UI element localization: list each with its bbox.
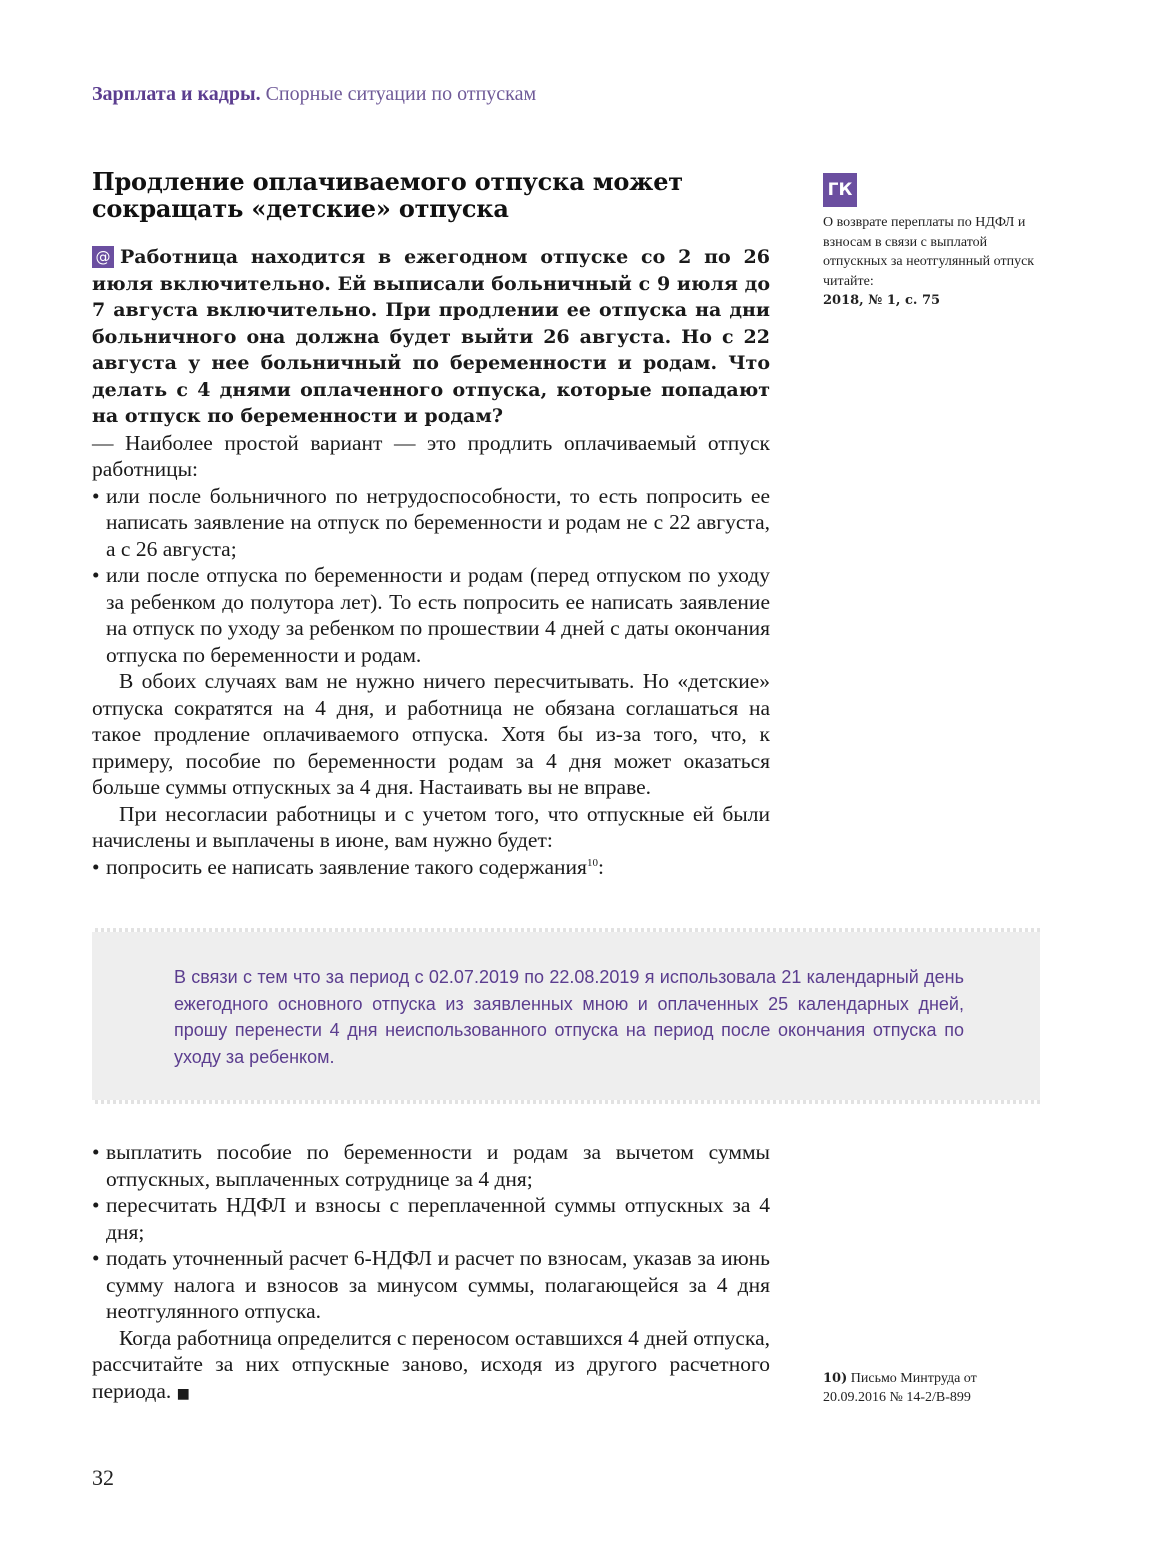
paragraph: В обоих случаях вам не нужно ничего пересчитывать. Но «детские» отпуска сократятся на 4 дня, и работница не обязана соглашаться на такое продление оплачиваемого отпуска. Хотя бы из-за того, что, к примеру, пособие по беременности родам за 4 дня может оказаться больше суммы отпускных за 4 дня. Настаивать вы не вправе.	[92, 669, 770, 799]
final-paragraph-text: Когда работница определится с переносом оставшихся 4 дней отпуска, рассчитайте за них отпускные заново, исходя из другого расчетного периода.	[92, 1325, 770, 1403]
question-text: Работница находится в ежегодном отпуске со 2 по 26 июля включительно. Ей выписали больничный с 9 июля до 7 августа включительно. При продлении ее отпуска на дни больничного она должна будет выйти 26 августа. Но с 22 августа у нее больничный по беременности и родам. Что делать с 4 днями оплаченного отпуска, которые попадают на отпуск по беременности и родам?	[92, 246, 770, 427]
at-icon: @	[92, 246, 114, 268]
footnote	[823, 1369, 1043, 1407]
article-title: Продление оплачиваемого отпуска может сокращать «детские» отпуска	[92, 167, 683, 223]
perforated-edge-top	[92, 928, 1040, 932]
sidebar-reference: 2018, № 1, с. 75	[823, 293, 941, 308]
magazine-logo-icon: ГК	[823, 173, 857, 207]
list-item: • подать уточненный расчет 6-НДФЛ и расчет по взносам, указав за июнь сумму налога и взносов за минусом суммы, полагающейся за 4 дня неотгулянного отпуска.	[92, 1245, 770, 1325]
list-item-text: попросить ее написать заявление такого содержания	[106, 854, 587, 879]
paragraph: При несогласии работницы и с учетом того, что отпускные ей были начислены и выплачены в июне, вам нужно будет:	[92, 801, 770, 852]
end-of-article-icon: ■	[176, 1385, 190, 1402]
header-section: Зарплата и кадры.	[92, 83, 261, 105]
list-item: • или после больничного по нетрудоспособности, то есть попросить ее написать заявление на отпуск по беременности и родам не с 22 августа, а с 26 августа;	[92, 483, 770, 563]
header-topic: Спорные ситуации по отпускам	[265, 83, 537, 105]
list-item-end: :	[597, 854, 604, 879]
article-body	[92, 244, 770, 880]
list-item	[92, 854, 770, 881]
perforated-edge-bottom	[92, 1100, 1040, 1104]
sample-statement-block	[92, 928, 1040, 1104]
page-number: 32	[92, 1465, 114, 1490]
article-body-continued	[92, 1139, 770, 1407]
sidebar-note	[823, 213, 1043, 311]
list-item: • пересчитать НДФЛ и взносы с переплаченной суммы отпускных за 4 дня;	[92, 1192, 770, 1245]
list-item: • выплатить пособие по беременности и родам за вычетом суммы отпускных, выплаченных сотруднице за 4 дня;	[92, 1139, 770, 1192]
footnote-ref: 10	[586, 856, 598, 869]
sidebar-note-text: О возврате переплаты по НДФЛ и взносам в связи с выплатой отпускных за неотгулянный отпуск читайте:	[823, 215, 1035, 289]
footnote-text: Письмо Минтруда от 20.09.2016 № 14-2/В-899	[823, 1371, 977, 1405]
question-paragraph	[92, 244, 770, 430]
running-header	[92, 83, 536, 106]
sample-statement-text: В связи с тем что за период с 02.07.2019 по 22.08.2019 я использовала 21 календарный день ежегодного основного отпуска из заявленных мною и оплаченных 25 календарных дней, прошу перенести 4 дня неиспользованного отпуска на период после окончания отпуска по уходу за ребенком.	[174, 967, 964, 1067]
footnote-number: 10)	[823, 1371, 848, 1386]
list-item: • или после отпуска по беременности и родам (перед отпуском по уходу за ребенком до полутора лет). То есть попросить ее написать заявление на отпуск по уходу за ребенком по прошествии 4 дней с даты окончания отпуска по беременности и родам.	[92, 562, 770, 668]
final-paragraph	[92, 1325, 770, 1408]
answer-intro: — Наиболее простой вариант — это продлить оплачиваемый отпуск работницы:	[92, 430, 770, 481]
